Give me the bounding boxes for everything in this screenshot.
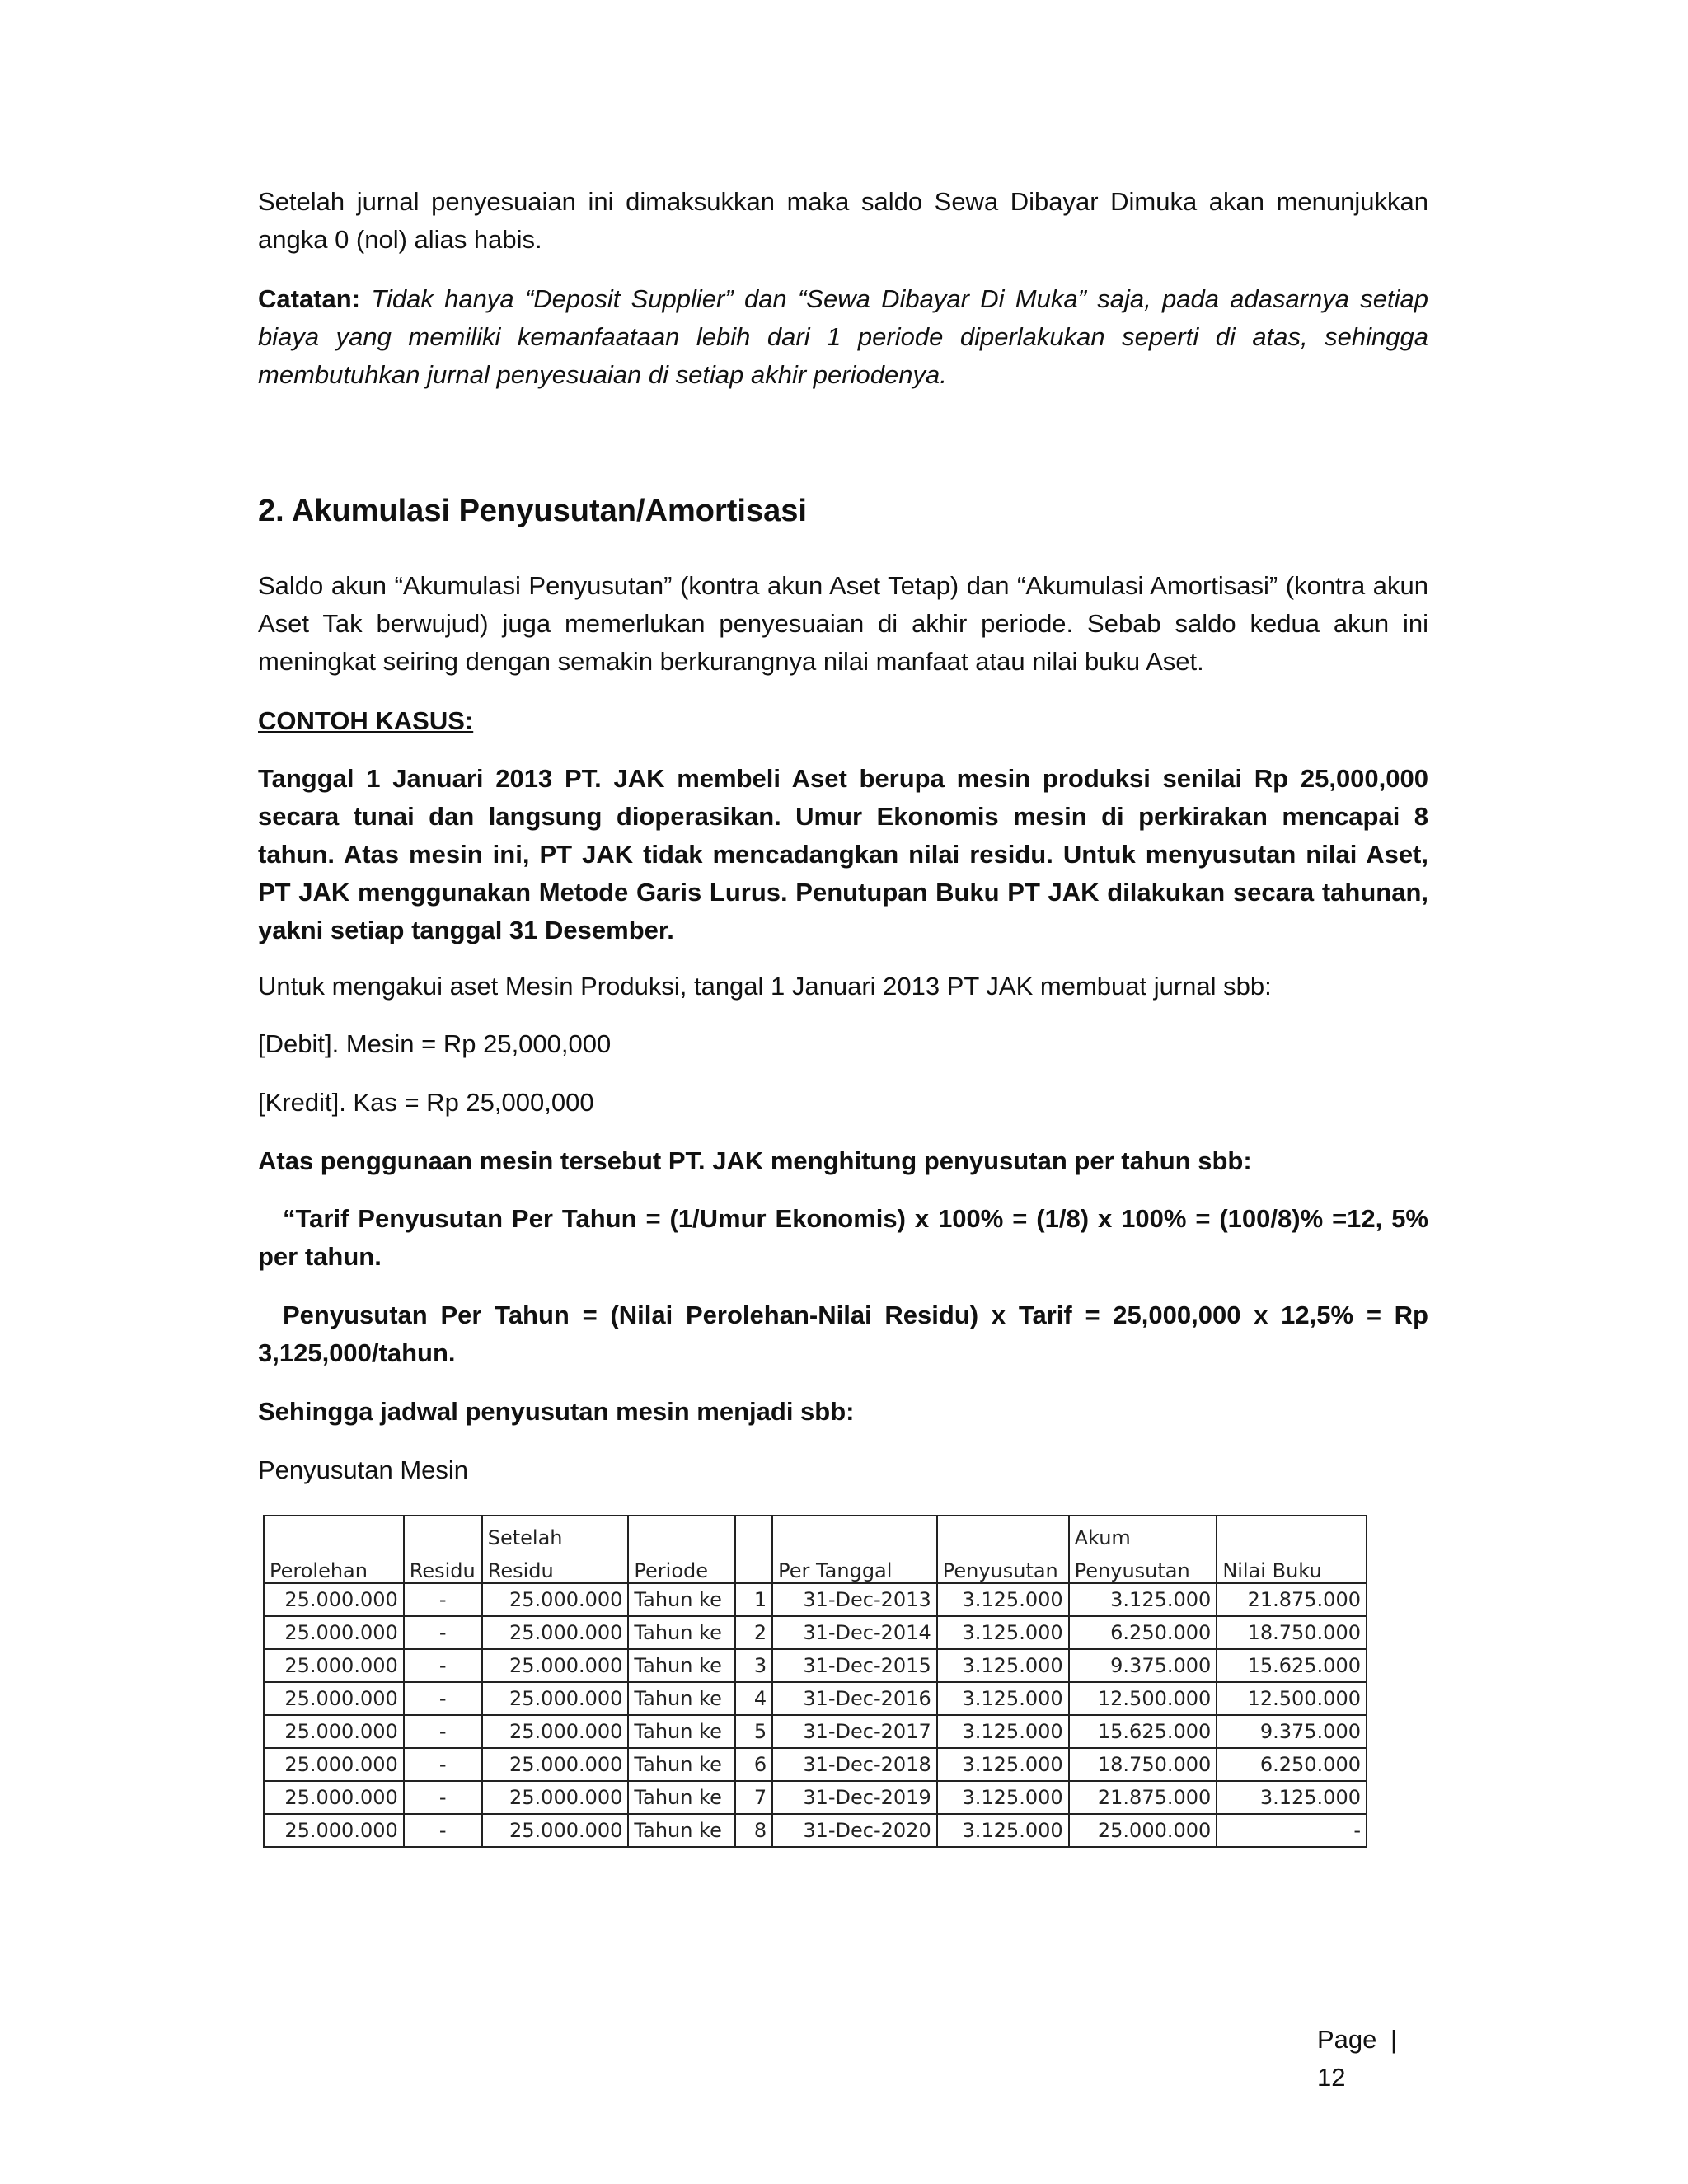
table-row bbox=[264, 1583, 1367, 1616]
depreciation-table bbox=[263, 1515, 1367, 1848]
perolehan-cell: 25.000.000 bbox=[264, 1781, 404, 1814]
jurnal-intro: Untuk mengakui aset Mesin Produksi, tangal 1 Januari 2013 PT JAK membuat jurnal sbb: bbox=[258, 972, 1272, 1001]
residu-cell: - bbox=[404, 1814, 482, 1847]
nilai-buku-cell: 12.500.000 bbox=[1217, 1682, 1367, 1715]
tarif-formula: “Tarif Penyusutan Per Tahun = (1/Umur Ekonomis) x 100% = (1/8) x 100% = (100/8)% =12, 5% per tahun. bbox=[258, 1204, 1428, 1271]
residu-cell: - bbox=[404, 1781, 482, 1814]
setelah-residu-cell: 25.000.000 bbox=[482, 1748, 629, 1781]
residu-cell: - bbox=[404, 1715, 482, 1748]
penyusutan-cell: 3.125.000 bbox=[937, 1748, 1069, 1781]
akum-penyusutan-cell: 9.375.000 bbox=[1069, 1649, 1217, 1682]
table-row bbox=[264, 1682, 1367, 1715]
section-title: 2. Akumulasi Penyusutan/Amortisasi bbox=[258, 494, 807, 528]
catatan-text: Tidak hanya “Deposit Supplier” dan “Sewa Dibayar Di Muka” saja, pada adasarnya setiap biaya yang memiliki kemanfaataan lebih dari 1 periode diperlakukan seperti di atas, sehingga membutuhkan jurnal penyesuaian di setiap akhir periodenya. bbox=[258, 284, 1428, 389]
setelah-residu-cell: 25.000.000 bbox=[482, 1682, 629, 1715]
header-cell: Penyusutan bbox=[1069, 1549, 1217, 1583]
perolehan-cell: 25.000.000 bbox=[264, 1814, 404, 1847]
paragraph-akumulasi: Saldo akun “Akumulasi Penyusutan” (kontra akun Aset Tetap) dan “Akumulasi Amortisasi” (kontra akun Aset Tak berwujud) juga memerlukan penyesuaian di akhir periode. Sebab saldo kedua akun ini meningkat seiring dengan semakin berkurangnya nilai manfaat atau nilai buku Aset. bbox=[258, 571, 1428, 676]
contoh-kasus-heading: CONTOH KASUS: bbox=[258, 706, 474, 735]
akum-penyusutan-cell: 15.625.000 bbox=[1069, 1715, 1217, 1748]
nilai-buku-cell: 3.125.000 bbox=[1217, 1781, 1367, 1814]
penyusutan-cell: 3.125.000 bbox=[937, 1682, 1069, 1715]
residu-cell: - bbox=[404, 1682, 482, 1715]
nilai-buku-cell: 9.375.000 bbox=[1217, 1715, 1367, 1748]
header-cell bbox=[404, 1516, 482, 1549]
periode-cell: Tahun ke bbox=[628, 1814, 735, 1847]
akum-penyusutan-cell: 12.500.000 bbox=[1069, 1682, 1217, 1715]
table-caption: Penyusutan Mesin bbox=[258, 1455, 469, 1484]
header-cell: Setelah bbox=[482, 1516, 629, 1549]
setelah-residu-cell: 25.000.000 bbox=[482, 1583, 629, 1616]
periode-cell: Tahun ke bbox=[628, 1715, 735, 1748]
header-cell: Akum bbox=[1069, 1516, 1217, 1549]
nilai-buku-cell: - bbox=[1217, 1814, 1367, 1847]
table-row bbox=[264, 1616, 1367, 1649]
per-tanggal-cell: 31-Dec-2015 bbox=[772, 1649, 937, 1682]
periode-number-cell: 3 bbox=[735, 1649, 772, 1682]
jurnal-debit: [Debit]. Mesin = Rp 25,000,000 bbox=[258, 1029, 612, 1058]
paragraph-saldo-sewa: Setelah jurnal penyesuaian ini dimaksukkan maka saldo Sewa Dibayar Dimuka akan menunjukkan angka 0 (nol) alias habis. bbox=[258, 187, 1428, 254]
table-row bbox=[264, 1781, 1367, 1814]
akum-penyusutan-cell: 25.000.000 bbox=[1069, 1814, 1217, 1847]
header-cell bbox=[1217, 1516, 1367, 1549]
akum-penyusutan-cell: 21.875.000 bbox=[1069, 1781, 1217, 1814]
header-cell bbox=[735, 1516, 772, 1549]
per-tanggal-cell: 31-Dec-2014 bbox=[772, 1616, 937, 1649]
nilai-buku-cell: 15.625.000 bbox=[1217, 1649, 1367, 1682]
residu-cell: - bbox=[404, 1616, 482, 1649]
akum-penyusutan-cell: 18.750.000 bbox=[1069, 1748, 1217, 1781]
akum-penyusutan-cell: 6.250.000 bbox=[1069, 1616, 1217, 1649]
setelah-residu-cell: 25.000.000 bbox=[482, 1715, 629, 1748]
periode-number-cell: 5 bbox=[735, 1715, 772, 1748]
table-row bbox=[264, 1814, 1367, 1847]
header-cell: Per Tanggal bbox=[772, 1549, 937, 1583]
periode-number-cell: 7 bbox=[735, 1781, 772, 1814]
periode-cell: Tahun ke bbox=[628, 1781, 735, 1814]
periode-cell: Tahun ke bbox=[628, 1682, 735, 1715]
residu-cell: - bbox=[404, 1583, 482, 1616]
penyusutan-cell: 3.125.000 bbox=[937, 1814, 1069, 1847]
per-tanggal-cell: 31-Dec-2016 bbox=[772, 1682, 937, 1715]
table-body bbox=[264, 1583, 1367, 1847]
catatan-paragraph bbox=[258, 280, 1428, 394]
nilai-buku-cell: 21.875.000 bbox=[1217, 1583, 1367, 1616]
perolehan-cell: 25.000.000 bbox=[264, 1682, 404, 1715]
page-number: 12 bbox=[1317, 2063, 1346, 2092]
penyusutan-cell: 3.125.000 bbox=[937, 1649, 1069, 1682]
atas-penggunaan: Atas penggunaan mesin tersebut PT. JAK menghitung penyusutan per tahun sbb: bbox=[258, 1146, 1252, 1175]
page-footer bbox=[1317, 2021, 1428, 2097]
table-header-row-bottom bbox=[264, 1549, 1367, 1583]
perolehan-cell: 25.000.000 bbox=[264, 1583, 404, 1616]
setelah-residu-cell: 25.000.000 bbox=[482, 1814, 629, 1847]
penyusutan-cell: 3.125.000 bbox=[937, 1616, 1069, 1649]
periode-cell: Tahun ke bbox=[628, 1583, 735, 1616]
residu-cell: - bbox=[404, 1748, 482, 1781]
residu-cell: - bbox=[404, 1649, 482, 1682]
kasus-paragraph: Tanggal 1 Januari 2013 PT. JAK membeli Aset berupa mesin produksi senilai Rp 25,000,000 secara tunai dan langsung dioperasikan. Umur Ekonomis mesin di perkirakan mencapai 8 tahun. Atas mesin ini, PT JAK tidak mencadangkan nilai residu. Untuk menyusutan nilai Aset, PT JAK menggunakan Metode Garis Lurus. Penutupan Buku PT JAK dilakukan secara tahunan, yakni setiap tanggal 31 Desember. bbox=[258, 764, 1428, 944]
per-tanggal-cell: 31-Dec-2018 bbox=[772, 1748, 937, 1781]
header-cell bbox=[628, 1516, 735, 1549]
setelah-residu-cell: 25.000.000 bbox=[482, 1649, 629, 1682]
penyusutan-cell: 3.125.000 bbox=[937, 1715, 1069, 1748]
periode-cell: Tahun ke bbox=[628, 1748, 735, 1781]
catatan-label: Catatan: bbox=[258, 284, 361, 313]
page-label: Page bbox=[1317, 2025, 1377, 2054]
akum-penyusutan-cell: 3.125.000 bbox=[1069, 1583, 1217, 1616]
table-header-row-top bbox=[264, 1516, 1367, 1549]
header-cell: Perolehan bbox=[264, 1549, 404, 1583]
periode-number-cell: 8 bbox=[735, 1814, 772, 1847]
header-cell bbox=[264, 1516, 404, 1549]
header-cell: Periode bbox=[628, 1549, 735, 1583]
periode-cell: Tahun ke bbox=[628, 1616, 735, 1649]
per-tanggal-cell: 31-Dec-2020 bbox=[772, 1814, 937, 1847]
jurnal-kredit: [Kredit]. Kas = Rp 25,000,000 bbox=[258, 1088, 594, 1117]
table-row bbox=[264, 1649, 1367, 1682]
per-tanggal-cell: 31-Dec-2013 bbox=[772, 1583, 937, 1616]
periode-number-cell: 1 bbox=[735, 1583, 772, 1616]
periode-cell: Tahun ke bbox=[628, 1649, 735, 1682]
perolehan-cell: 25.000.000 bbox=[264, 1649, 404, 1682]
header-cell: Residu bbox=[404, 1549, 482, 1583]
header-cell bbox=[772, 1516, 937, 1549]
per-tanggal-cell: 31-Dec-2019 bbox=[772, 1781, 937, 1814]
sehingga-text: Sehingga jadwal penyusutan mesin menjadi sbb: bbox=[258, 1397, 855, 1426]
penyusutan-formula: Penyusutan Per Tahun = (Nilai Perolehan-Nilai Residu) x Tarif = 25,000,000 x 12,5% = Rp 3,125,000/tahun. bbox=[258, 1301, 1428, 1367]
penyusutan-cell: 3.125.000 bbox=[937, 1781, 1069, 1814]
header-cell: Residu bbox=[482, 1549, 629, 1583]
penyusutan-cell: 3.125.000 bbox=[937, 1583, 1069, 1616]
periode-number-cell: 2 bbox=[735, 1616, 772, 1649]
page-separator: | bbox=[1390, 2025, 1398, 2054]
perolehan-cell: 25.000.000 bbox=[264, 1715, 404, 1748]
perolehan-cell: 25.000.000 bbox=[264, 1616, 404, 1649]
perolehan-cell: 25.000.000 bbox=[264, 1748, 404, 1781]
periode-number-cell: 6 bbox=[735, 1748, 772, 1781]
header-cell bbox=[735, 1549, 772, 1583]
setelah-residu-cell: 25.000.000 bbox=[482, 1616, 629, 1649]
periode-number-cell: 4 bbox=[735, 1682, 772, 1715]
setelah-residu-cell: 25.000.000 bbox=[482, 1781, 629, 1814]
nilai-buku-cell: 18.750.000 bbox=[1217, 1616, 1367, 1649]
header-cell: Nilai Buku bbox=[1217, 1549, 1367, 1583]
header-cell: Penyusutan bbox=[937, 1549, 1069, 1583]
table-row bbox=[264, 1748, 1367, 1781]
per-tanggal-cell: 31-Dec-2017 bbox=[772, 1715, 937, 1748]
header-cell bbox=[937, 1516, 1069, 1549]
nilai-buku-cell: 6.250.000 bbox=[1217, 1748, 1367, 1781]
table-row bbox=[264, 1715, 1367, 1748]
